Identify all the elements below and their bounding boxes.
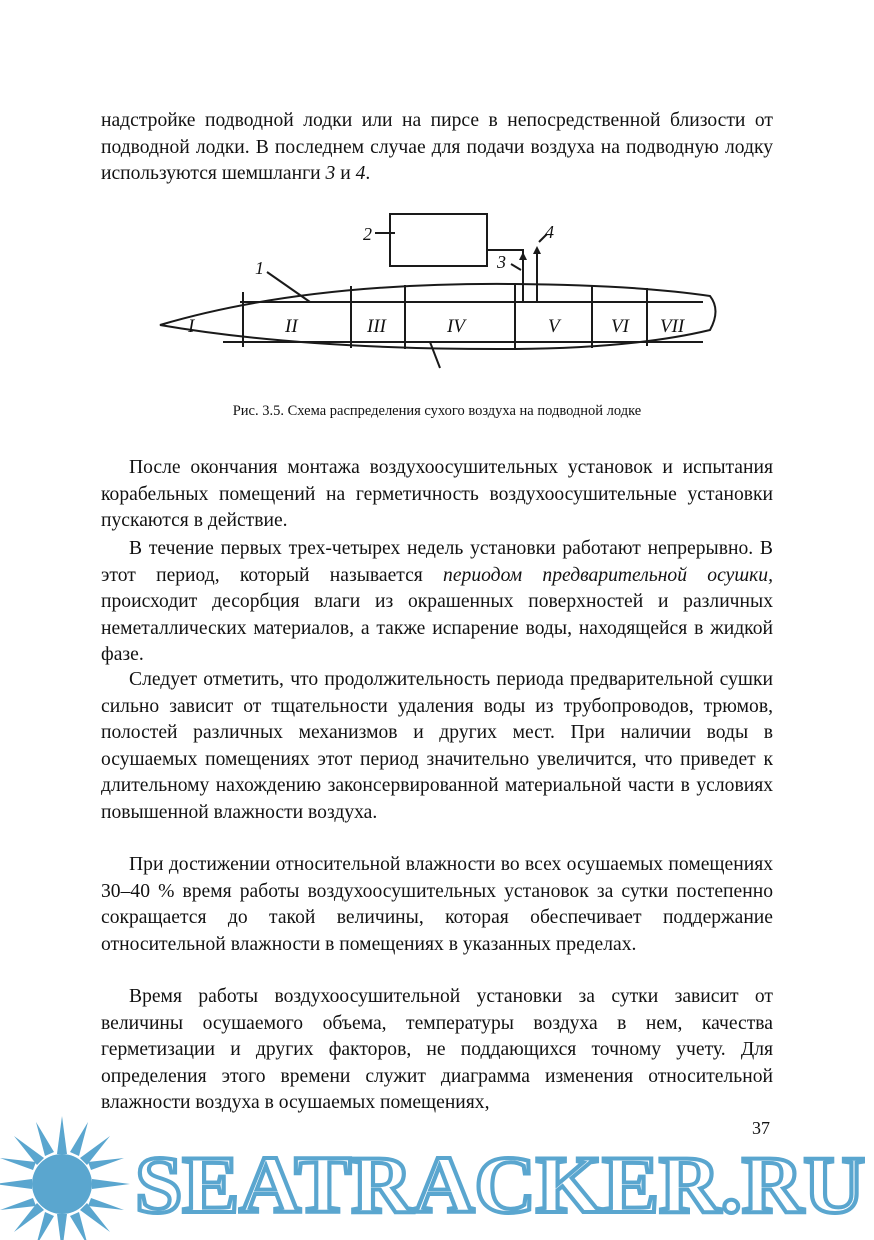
callout-1: 1 (255, 258, 264, 278)
compartment-V: V (548, 316, 560, 337)
sun-logo-icon (0, 1116, 130, 1240)
site-watermark (0, 1108, 874, 1240)
page-number: 37 (752, 1118, 770, 1138)
p1-and: и (335, 163, 356, 185)
compartment-VII: VII (660, 316, 685, 337)
p1-text: надстройке подводной лодки или на пирсе в непосредственной близости от подводной лодки. В последнем случае для подачи воздуха на подводную лодку используются шемшланги (101, 110, 773, 185)
term-preliminary-drying: периодом предварительной осушки, (443, 564, 773, 586)
callout-2: 2 (363, 224, 372, 244)
arrow-hose-4 (533, 246, 541, 254)
submarine-diagram (155, 208, 725, 393)
paragraph-4: Следует отметить, что продолжительность периода предварительной сушки сильно зависит от тщательности удаления воды из трубопроводов, трюмов, полостей различных механизмов и других мест. При наличии воды в осушаемых помещениях этот период значительно увеличится, что приведет к длительному нахождению законсервированной материальной части в условиях повышенной влажности воздуха. (101, 669, 773, 823)
ref-hose-3: 3 (325, 163, 336, 185)
p3-start: В течение первых трех-четырех недель установки работают непрерывно. В этот период, который называется (101, 538, 773, 586)
paragraph-continued (101, 108, 773, 188)
callout-3: 3 (497, 252, 506, 272)
leader-3 (511, 264, 521, 270)
compartment-II: II (285, 316, 298, 337)
compartment-VI: VI (611, 316, 629, 337)
arrow-hose-3 (519, 252, 527, 260)
paragraph-5: При достижении относительной влажности во всех осушаемых помещениях 30–40 % время работы воздухоосушительных установок за сутки постепенно сокращается до такой величины, которая обеспечивает поддержание относительной влажности в помещениях в указанных пределах. (101, 854, 773, 955)
ref-hose-4: 4 (355, 163, 366, 185)
support-line (430, 342, 440, 368)
dryer-unit-box (390, 214, 487, 266)
watermark-text: SEATRACKER.RU (135, 1139, 865, 1230)
compartment-I: I (188, 316, 195, 337)
callout-4: 4 (545, 222, 554, 242)
figure-caption: Рис. 3.5. Схема распределения сухого воздуха на подводной лодке (232, 403, 642, 419)
paragraph-3 (101, 536, 773, 669)
p3-end: происходит десорбция влаги из окрашенных поверхностей и различных неметаллических материалов, а также испарение воды, находящейся в жидкой фазе. (101, 591, 773, 666)
compartment-III: III (367, 316, 386, 337)
paragraph-6: Время работы воздухоосушительной установки за сутки зависит от величины осушаемого объема, температуры воздуха в нем, качества герметизации и других факторов, не поддающихся точному учету. Для определения этого времени служит диаграмма изменения относительной влажности воздуха в осушаемых помещениях, (101, 986, 773, 1114)
compartment-IV: IV (447, 316, 465, 337)
paragraph-2: После окончания монтажа воздухоосушительных установок и испытания корабельных помещений на герметичность воздухоосушительные установки пускаются в действие. (101, 457, 773, 532)
p1-end: . (365, 163, 371, 185)
